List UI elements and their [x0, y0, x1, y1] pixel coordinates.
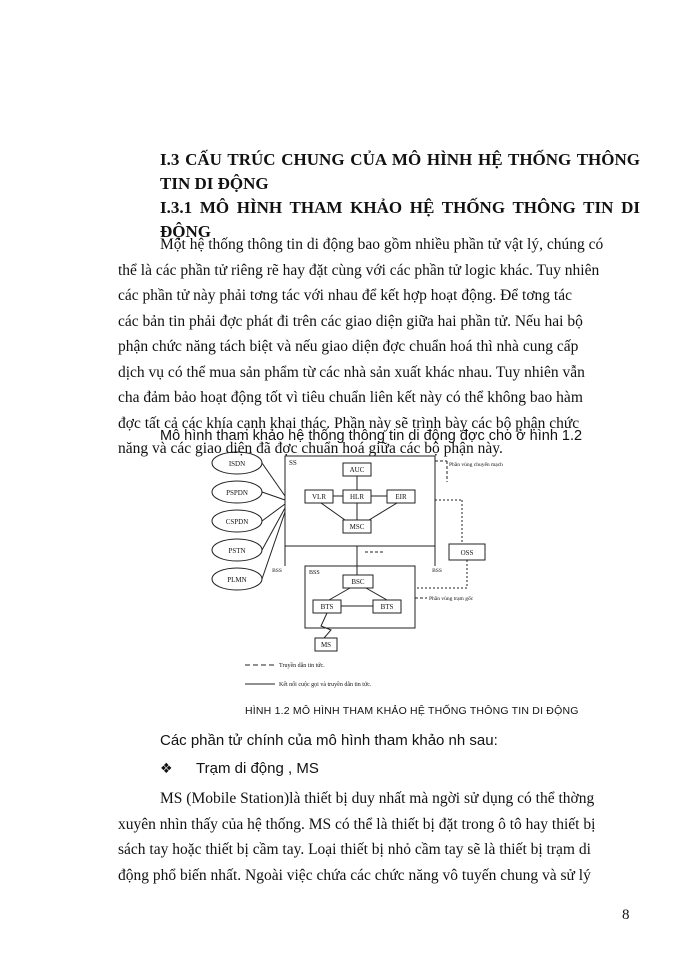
label-msc: MSC	[349, 523, 365, 531]
label-eir: EIR	[395, 493, 407, 501]
paragraph-line: thể là các phần tử riêng rẽ hay đặt cùng với các phần tử logic khác. Tuy nhiên	[118, 261, 600, 279]
label-isdn: ISDN	[228, 460, 246, 468]
paragraph-line: năng và các giao diện đã đợc chuẩn hoá giữa các bộ phận này.	[118, 440, 503, 457]
label-vlr: VLR	[312, 493, 326, 501]
reference-model-diagram	[205, 448, 535, 688]
bullet-text: Trạm di động , MS	[196, 760, 319, 777]
paragraph-line: dịch vụ có thể mua sản phẩm từ các nhà sản xuất khác nhau. Tuy nhiên vẫn	[118, 363, 585, 381]
label-hlr: HLR	[350, 493, 364, 501]
bullet-item	[160, 760, 319, 777]
label-bss-right: BSS	[432, 568, 442, 574]
label-cspdn: CSPDN	[225, 518, 249, 526]
paragraph-ms	[118, 786, 640, 888]
section-heading-1-3: I.3 CẤU TRÚC CHUNG CỦA MÔ HÌNH HỆ THỐNG THÔNG TIN DI ĐỘNG	[160, 150, 640, 193]
label-oss: OSS	[460, 549, 474, 557]
label-auc: AUC	[349, 466, 365, 474]
label-ss-note: Phần vùng chuyển mạch	[449, 462, 503, 468]
label-bss: BSS	[309, 570, 320, 576]
figure-intro: Mô hình tham khảo hệ thống thông tin di động đợc cho ở hình 1.2	[160, 428, 583, 444]
label-bts-1: BTS	[320, 603, 334, 611]
label-bts-2: BTS	[380, 603, 394, 611]
label-plmn: PLMN	[227, 576, 247, 584]
paragraph-line: Một hệ thống thông tin di động bao gồm nhiều phần tử vật lý, chúng có	[160, 236, 604, 253]
label-ss: SS	[289, 459, 297, 467]
label-pspdn: PSPDN	[226, 489, 248, 497]
legend-dashed: Truyền dẫn tin tức.	[279, 663, 325, 669]
label-bss-note: Phần vùng trạm gốc	[429, 596, 474, 602]
section-heading-1-3-1: I.3.1 MÔ HÌNH THAM KHẢO HỆ THỐNG THÔNG TIN DI ĐỘNG	[160, 198, 640, 241]
paragraph-line: động phổ biến nhất. Ngoài việc chứa các chức năng vô tuyến chung và sử lý	[118, 866, 591, 884]
paragraph-line: xuyên nhìn thấy của hệ thống. MS có thể là thiết bị đặt trong ô tô hay thiết bị	[118, 815, 596, 833]
label-pstn: PSTN	[228, 547, 246, 555]
paragraph-line: cha đảm bảo hoạt động tốt vì tiêu chuẩn liên kết này có thể không bao hàm	[118, 389, 583, 406]
label-bsc: BSC	[351, 578, 365, 586]
paragraph-line: MS (Mobile Station)là thiết bị duy nhất mà ngời sử dụng có thể thờng	[160, 790, 595, 807]
list-intro: Các phần tử chính của mô hình tham khảo nh sau:	[160, 732, 498, 749]
label-bss-left: BSS	[272, 568, 282, 574]
label-ms: MS	[320, 641, 332, 649]
paragraph-line: các bản tin phải đợc phát đi trên các giao diện giữa hai phần tử. Nếu hai bộ	[118, 312, 583, 330]
paragraph-line: sách tay hoặc thiết bị cầm tay. Loại thiết bị nhỏ cầm tay sẽ là thiết bị trạm di	[118, 841, 591, 858]
paragraph-line: đợc tất cả các khía cạnh khai thác. Phần này sẽ trình bày các bộ phận chức	[118, 414, 580, 432]
figure-caption: HÌNH 1.2 MÔ HÌNH THAM KHẢO HỆ THỐNG THÔNG TIN DI ĐỘNG	[245, 705, 579, 717]
paragraph-line: phận chức năng tách biệt và nếu giao diện đợc chuẩn hoá thì nhà cung cấp	[118, 338, 579, 355]
page-number: 8	[622, 907, 630, 923]
legend-solid: Kết nối cuộc gọi và truyền dẫn tin tức.	[279, 682, 372, 688]
diamond-bullet-icon: ❖	[160, 760, 173, 776]
paragraph-line: các phần tử này phải tơng tác với nhau để kết hợp hoạt động. Để tơng tác	[118, 287, 572, 304]
